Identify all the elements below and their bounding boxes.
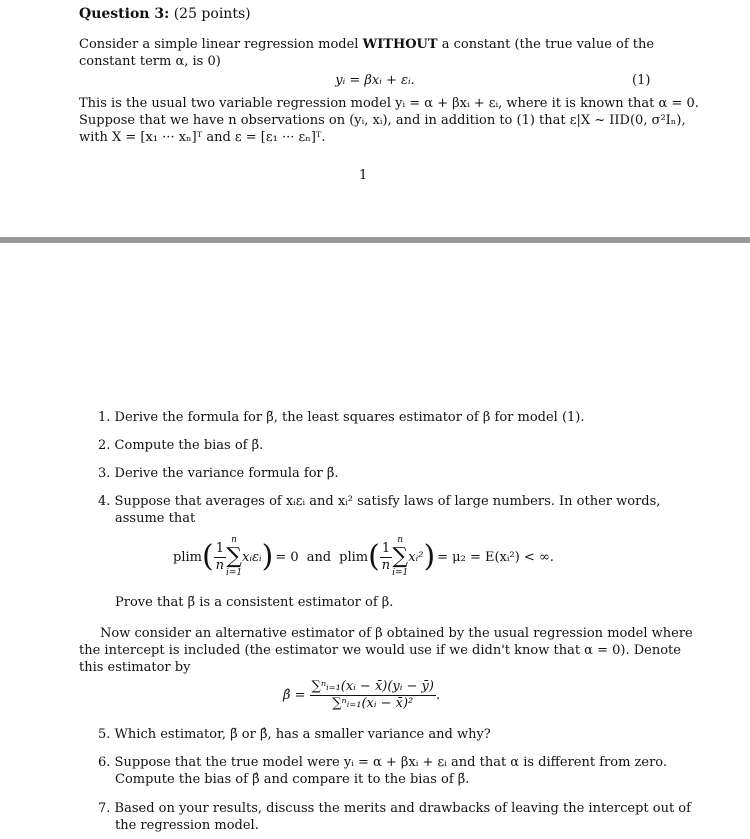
fraction-1-over-n xyxy=(214,541,226,574)
beta-hat-numerator: ∑ⁿᵢ₌₁(xᵢ − x̄)(yᵢ − ȳ) xyxy=(311,678,434,694)
intro-text-bold: WITHOUT xyxy=(362,37,438,52)
frac-den: n xyxy=(381,557,391,573)
item-text: Compute the bias of β̃. xyxy=(114,438,264,453)
intro-line-2: constant term α, is 0) xyxy=(79,54,221,69)
item-number: 5. xyxy=(98,727,111,742)
page-1 xyxy=(0,0,750,237)
plim-equation xyxy=(173,532,554,582)
beta-hat-period: . xyxy=(435,687,441,703)
item-text: Derive the variance formula for β̃. xyxy=(114,466,339,481)
list-item xyxy=(98,438,263,453)
item-text: Suppose that the true model were yᵢ = α + βxᵢ + εᵢ and that α is different from zero. xyxy=(114,755,668,770)
plim-label-2: plim xyxy=(339,549,369,565)
sum-upper: n xyxy=(231,535,237,545)
intro-text-b: a constant (the true value of the xyxy=(437,37,655,52)
fraction-1-over-n-2 xyxy=(380,541,392,574)
alt-line-1: Now consider an alternative estimator of β obtained by the usual regression model where xyxy=(100,626,693,641)
item-text: Derive the formula for β̃, the least squares estimator of β for model (1). xyxy=(114,410,585,425)
frac-den: n xyxy=(215,557,225,573)
item-6-line-2: Compute the bias of β̂ and compare it to the bias of β̃. xyxy=(115,772,470,787)
alt-line-2: the intercept is included (the estimator we would use if we didn't know that α = 0). Denote xyxy=(79,643,681,658)
item-text: Which estimator, β̃ or β̂, has a smaller variance and why? xyxy=(114,727,491,742)
page-2 xyxy=(0,243,750,839)
plim-rhs: = μ₂ = E(xᵢ²) < ∞. xyxy=(437,549,554,565)
prove-text: Prove that β̃ is a consistent estimator of β. xyxy=(115,595,394,610)
item-number: 6. xyxy=(98,755,111,770)
frac-num: 1 xyxy=(215,540,224,556)
model-line-1: This is the usual two variable regression model yᵢ = α + βxᵢ + εᵢ, where it is known that α = 0. xyxy=(79,96,699,111)
intro-line-1 xyxy=(79,37,654,52)
equals-zero: = 0 xyxy=(275,549,299,565)
item-number: 2. xyxy=(98,438,111,453)
page-number: 1 xyxy=(359,168,368,183)
intro-text-a: Consider a simple linear regression model xyxy=(79,37,363,52)
plim-label: plim xyxy=(173,549,202,565)
frac-num: 1 xyxy=(381,540,391,556)
sum-lower: i=1 xyxy=(392,568,409,578)
item-number: 1. xyxy=(98,410,111,425)
list-item xyxy=(98,466,339,481)
term-x-eps: xᵢεᵢ xyxy=(242,549,262,565)
equation-1-body: yᵢ = βxᵢ + εᵢ. xyxy=(335,73,415,88)
sum-symbol: n ∑ i=1 xyxy=(225,535,243,578)
equation-1-tag: (1) xyxy=(632,73,651,88)
beta-hat-equation xyxy=(283,675,440,715)
question-points: (25 points) xyxy=(173,6,251,22)
item-4-line-2: assume that xyxy=(115,511,196,526)
sum-upper: n xyxy=(397,535,404,545)
item-text: Suppose that averages of xᵢεᵢ and xᵢ² satisfy laws of large numbers. In other words, xyxy=(114,494,661,509)
left-paren: ( xyxy=(201,539,214,574)
sum-symbol-2: n ∑ i=1 xyxy=(392,535,409,578)
list-item xyxy=(98,801,691,816)
and-word: and xyxy=(306,549,332,565)
left-paren-2: ( xyxy=(368,539,380,574)
list-item xyxy=(98,410,585,425)
beta-hat-denominator: ∑ⁿᵢ₌₁(xᵢ − x̄)² xyxy=(332,695,414,711)
item-text: Based on your results, discuss the merits and drawbacks of leaving the intercept out of xyxy=(114,801,691,816)
right-paren: ) xyxy=(261,539,274,574)
item-number: 4. xyxy=(98,494,111,509)
list-item xyxy=(98,755,667,770)
question-heading: Question 3: xyxy=(79,6,170,22)
beta-hat-lhs: β̂ = xyxy=(283,687,306,703)
item-7-line-2: the regression model. xyxy=(115,818,259,833)
right-paren-2: ) xyxy=(423,539,436,574)
list-item xyxy=(98,494,660,509)
term-x-squared: xᵢ² xyxy=(408,549,424,565)
item-number: 3. xyxy=(98,466,111,481)
item-number: 7. xyxy=(98,801,111,816)
model-line-2: Suppose that we have n observations on (yᵢ, xᵢ), and in addition to (1) that ε|X ~ IID(0, σ²Iₙ), xyxy=(79,113,686,128)
question-heading-line xyxy=(79,6,251,22)
alt-line-3: this estimator by xyxy=(79,660,191,675)
model-line-3: with X = [x₁ ··· xₙ]ᵀ and ε = [ε₁ ··· εₙ]ᵀ. xyxy=(79,130,326,145)
sum-lower: i=1 xyxy=(225,568,243,578)
beta-hat-fraction xyxy=(310,679,436,712)
list-item xyxy=(98,727,491,742)
